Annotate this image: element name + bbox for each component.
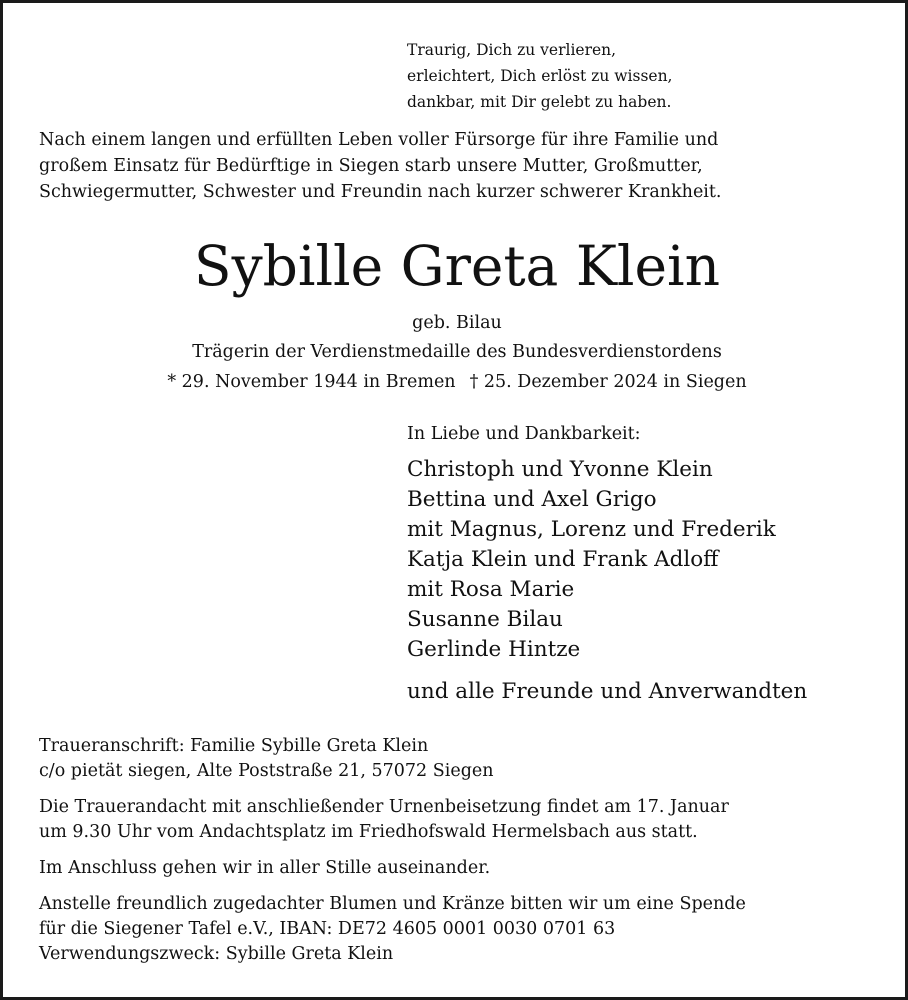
intro-line: Nach einem langen und erfüllten Leben voller Fürsorge für ihre Familie und	[39, 130, 719, 150]
silence-line: Im Anschluss gehen wir in aller Stille auseinander.	[39, 858, 491, 878]
life-dates	[3, 368, 908, 396]
mourners-closing: und alle Freunde und Anverwandten	[407, 679, 808, 704]
mourning-address	[39, 734, 494, 784]
service-line: um 9.30 Uhr vom Andachtsplatz im Friedhofswald Hermelsbach aus statt.	[39, 822, 698, 842]
donation-info	[39, 892, 746, 967]
address-line: c/o pietät siegen, Alte Poststraße 21, 57072 Siegen	[39, 761, 494, 781]
birth-date: * 29. November 1944 in Bremen	[167, 372, 456, 392]
mourner-line: Susanne Bilau	[407, 607, 563, 632]
mourner-line: Christoph und Yvonne Klein	[407, 457, 713, 482]
deceased-name: Sybille Greta Klein	[193, 234, 721, 298]
motto-line: dankbar, mit Dir gelebt zu haben.	[407, 93, 672, 111]
donation-line: für die Siegener Tafel e.V., IBAN: DE72 4605 0001 0030 0701 63	[39, 919, 616, 939]
motto-line: Traurig, Dich zu verlieren,	[407, 41, 617, 59]
mourner-line: mit Rosa Marie	[407, 577, 575, 602]
award-line: Trägerin der Verdienstmedaille des Bundesverdienstordens	[192, 342, 722, 362]
mourners-heading: In Liebe und Dankbarkeit:	[407, 424, 641, 444]
donation-line: Anstelle freundlich zugedachter Blumen und Kränze bitten wir um eine Spende	[39, 894, 746, 914]
mourner-line: Bettina und Axel Grigo	[407, 487, 657, 512]
birth-name: geb. Bilau	[412, 313, 502, 333]
mourner-line: Katja Klein und Frank Adloff	[407, 547, 719, 572]
mourner-line: mit Magnus, Lorenz und Frederik	[407, 517, 776, 542]
motto-line: erleichtert, Dich erlöst zu wissen,	[407, 67, 673, 85]
mourner-line: Gerlinde Hintze	[407, 637, 581, 662]
mourners-list	[407, 455, 776, 665]
service-line: Die Trauerandacht mit anschließender Urnenbeisetzung findet am 17. Januar	[39, 797, 729, 817]
service-info	[39, 795, 729, 845]
silence-note	[39, 856, 490, 881]
death-date: † 25. Dezember 2024 in Siegen	[469, 372, 747, 392]
motto-verse	[407, 37, 672, 115]
address-line: Traueranschrift: Familie Sybille Greta Klein	[39, 736, 429, 756]
intro-line: großem Einsatz für Bedürftige in Siegen starb unsere Mutter, Großmutter,	[39, 156, 703, 176]
intro-paragraph	[39, 127, 722, 205]
donation-line: Verwendungszweck: Sybille Greta Klein	[39, 944, 394, 964]
intro-line: Schwiegermutter, Schwester und Freundin nach kurzer schwerer Krankheit.	[39, 182, 722, 202]
